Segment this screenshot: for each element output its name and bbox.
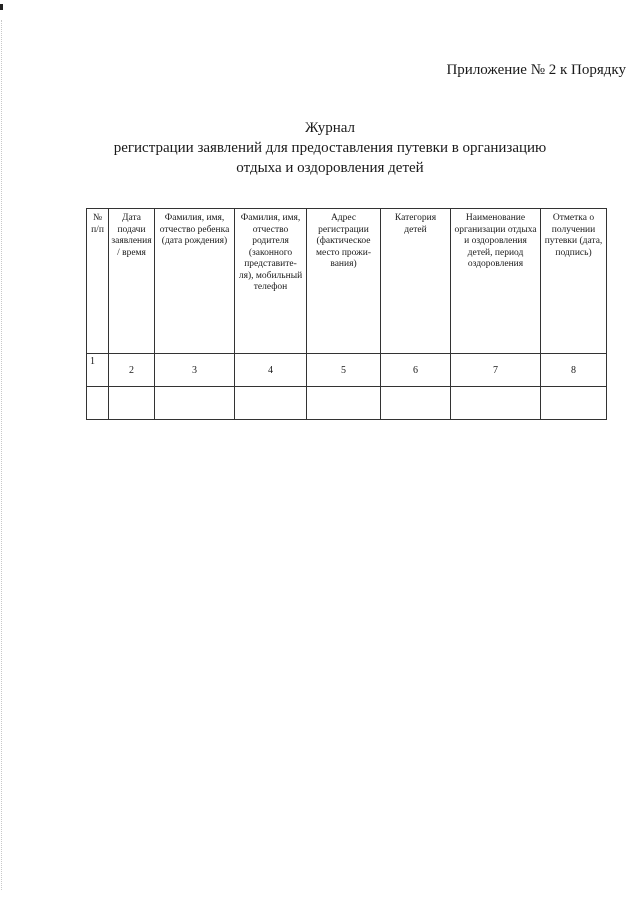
column-number-5: 5 [307, 354, 381, 387]
column-number-3: 3 [155, 354, 235, 387]
empty-cell [451, 387, 541, 420]
header-cell-number: № п/п [87, 209, 109, 354]
empty-cell [541, 387, 607, 420]
column-number-8: 8 [541, 354, 607, 387]
column-number-6: 6 [381, 354, 451, 387]
header-cell-address: Адрес регистрации (фактическое место прожи-вания) [307, 209, 381, 354]
header-cell-receipt: Отметка о получении путевки (дата, подпись) [541, 209, 607, 354]
title-line-2: регистрации заявлений для предоставления путевки в организацию [113, 140, 547, 156]
document-title [60, 118, 600, 178]
column-number-7: 7 [451, 354, 541, 387]
scan-edge-line [1, 20, 3, 890]
empty-cell [307, 387, 381, 420]
empty-cell [235, 387, 307, 420]
empty-cell [155, 387, 235, 420]
appendix-label: Приложение № 2 к Порядку [446, 62, 626, 78]
column-number-1: 1 [87, 354, 109, 387]
header-cell-date: Дата подачи заявления / время [109, 209, 155, 354]
empty-cell [109, 387, 155, 420]
title-line-1: Журнал [304, 120, 355, 136]
journal-table [86, 208, 607, 420]
header-row [87, 209, 607, 354]
empty-cell [381, 387, 451, 420]
title-line-3: отдыха и оздоровления детей [236, 160, 424, 176]
column-number-4: 4 [235, 354, 307, 387]
header-cell-parent-name: Фамилия, имя, отчество родителя (законного представите-ля), мобильный телефон [235, 209, 307, 354]
header-cell-organization: Наименование организации отдыха и оздоровления детей, период оздоровления [451, 209, 541, 354]
empty-entry-row [87, 387, 607, 420]
header-cell-child-name: Фамилия, имя, отчество ребенка (дата рождения) [155, 209, 235, 354]
header-cell-category: Категория детей [381, 209, 451, 354]
column-number-row [87, 354, 607, 387]
column-number-2: 2 [109, 354, 155, 387]
empty-cell [87, 387, 109, 420]
scan-mark [0, 4, 3, 10]
